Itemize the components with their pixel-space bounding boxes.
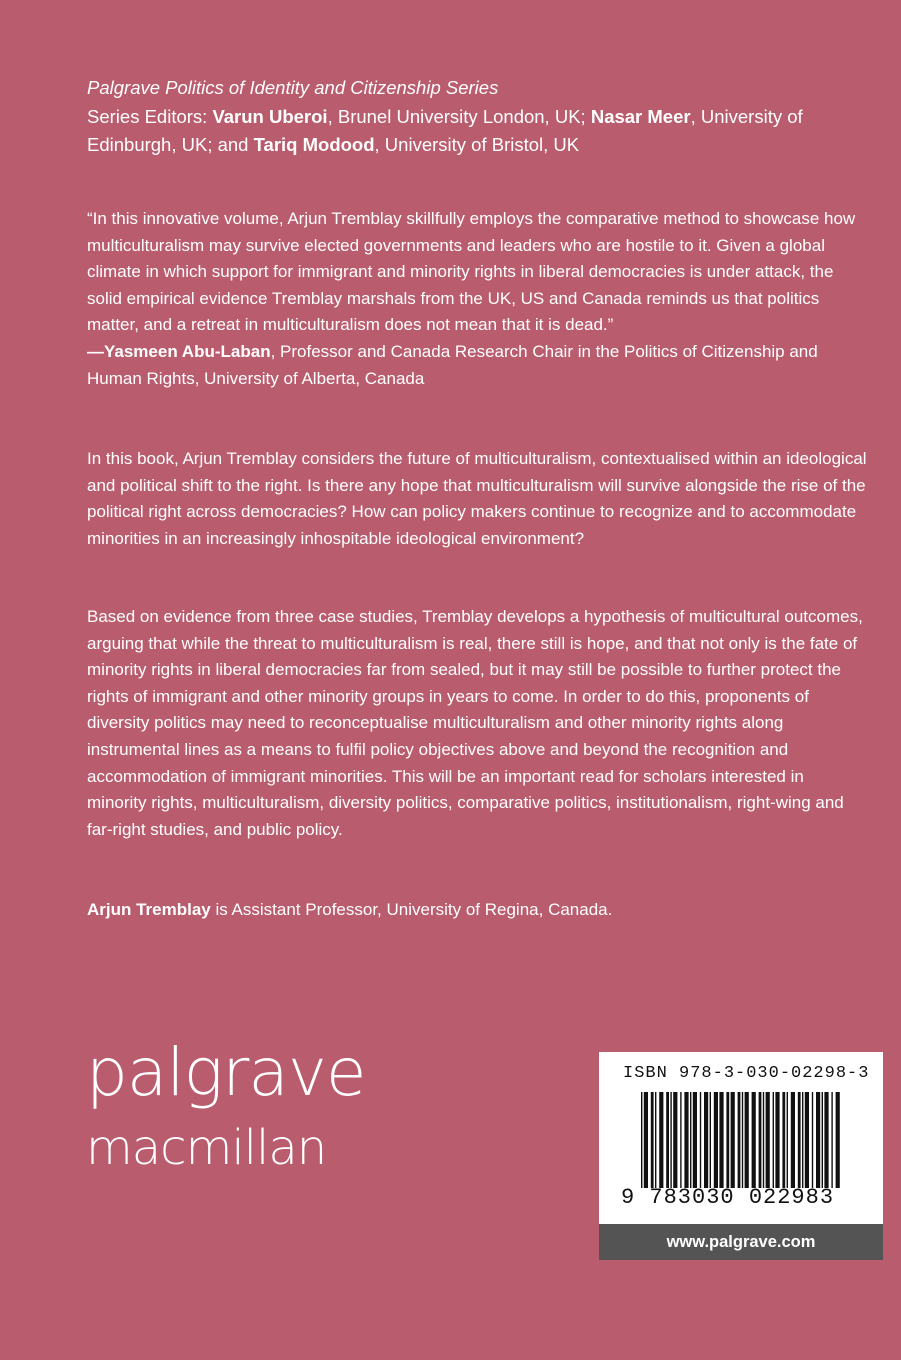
isbn-label: ISBN 978-3-030-02298-3 [623, 1064, 870, 1083]
barcode-bar [700, 1092, 701, 1188]
barcode-bar [731, 1092, 735, 1188]
barcode-bar [805, 1092, 809, 1188]
series-title: Palgrave Politics of Identity and Citizenship Series [87, 77, 499, 98]
barcode-bar [719, 1092, 723, 1188]
barcode-bar [738, 1092, 741, 1188]
barcode-bar [655, 1092, 656, 1188]
barcode-bar [802, 1092, 803, 1188]
barcode-bar [684, 1092, 688, 1188]
publisher-url: www.palgrave.com [599, 1224, 883, 1260]
barcode-bar [704, 1092, 708, 1188]
barcode-bar [710, 1092, 711, 1188]
barcode-bar [766, 1092, 770, 1188]
barcode-bar [726, 1092, 729, 1188]
barcode-bar [824, 1092, 828, 1188]
series-info [87, 74, 867, 160]
barcode-bar [690, 1092, 691, 1188]
book-description-evidence: Based on evidence from three case studies, Tremblay develops a hypothesis of multicultural outcomes, arguing that while the threat to multiculturalism is real, there still is hope, and that not only is the fate of minority rights in liberal democracies far from sealed, but it may still be possible to further protect the rights of immigrant and other minority groups in years to come. In order to do this, proponents of diversity politics may need to reconceptualise multiculturalism and other minority rights along instrumental lines as a means to fulfil policy objectives above and beyond the recognition and accommodation of immigrant minorities. This will be an important read for scholars interested in minority rights, multiculturalism, diversity politics, comparative politics, institutionalism, right-wing and far-right studies, and public policy. [87, 607, 863, 839]
barcode-bar [693, 1092, 697, 1188]
barcode-bar [773, 1092, 774, 1188]
barcode-bar [763, 1092, 764, 1188]
barcode-bar [831, 1092, 832, 1188]
barcode-bar [752, 1092, 756, 1188]
publisher-logo: palgrave macmillan [86, 1034, 366, 1176]
author-name: Arjun Tremblay [87, 900, 211, 919]
barcode-bar [673, 1092, 677, 1188]
quote-text: “In this innovative volume, Arjun Tremblay skillfully employs the comparative method to showcase how multiculturalism may survive elected governments and leaders who are hostile to it. Given a global climate in which support for immigrant and minority rights in liberal democracies is under attack, the solid empirical evidence Tremblay marshals from the UK, US and Canada reminds us that politics matter, and a retreat in multiculturalism does not mean that it is dead.” [87, 209, 856, 335]
editor-name: Varun Uberoi [212, 105, 328, 127]
editor-name: Tariq Modood [253, 134, 375, 155]
barcode-bar [759, 1092, 762, 1188]
barcode-bar [816, 1092, 820, 1188]
barcode-bar [680, 1092, 681, 1188]
barcode-bar [742, 1092, 743, 1188]
barcode-bar [787, 1092, 788, 1188]
barcode-bar [775, 1092, 779, 1188]
quote-attribution: —Yasmeen Abu-Laban, Professor and Canada Research Chair in the Politics of Citizenship and Human Rights, University of Alberta, Canada [87, 341, 818, 388]
author-bio: Arjun Tremblay is Assistant Professor, University of Regina, Canada. [87, 900, 613, 919]
book-description-intro: In this book, Arjun Tremblay considers the future of multiculturalism, contextualised within an ideological and political shift to the right. Is there any hope that multiculturalism will survive alongside the rise of the political right across democracies? How can policy makers continue to recognize and to accommodate minorities in an increasingly inhospitable ideological environment? [87, 449, 867, 548]
barcode-bar [651, 1092, 654, 1188]
barcode-bar [782, 1092, 785, 1188]
series-editors: Series Editors: Varun Uberoi, Brunel University London, UK; Nasar Meer, University of Edinburgh, UK; and Tariq Modood, University of Bristol, UK [87, 105, 803, 155]
barcode-bar [836, 1092, 840, 1188]
barcode-bar [822, 1092, 823, 1188]
barcode-bar [659, 1092, 663, 1188]
barcode-bar [641, 1092, 642, 1188]
barcode-bar [714, 1092, 718, 1188]
barcode-digits: 9 783030 022983 [621, 1185, 835, 1210]
barcode-bar [791, 1092, 795, 1188]
barcode-bar [670, 1092, 671, 1188]
barcode-bar [745, 1092, 749, 1188]
barcode-bar [798, 1092, 801, 1188]
barcode-bar [644, 1092, 648, 1188]
barcode-bar [812, 1092, 813, 1188]
barcode-bar [666, 1092, 669, 1188]
barcode-bars [641, 1092, 841, 1188]
endorsement-quote [87, 206, 867, 392]
editor-name: Nasar Meer [590, 105, 691, 127]
